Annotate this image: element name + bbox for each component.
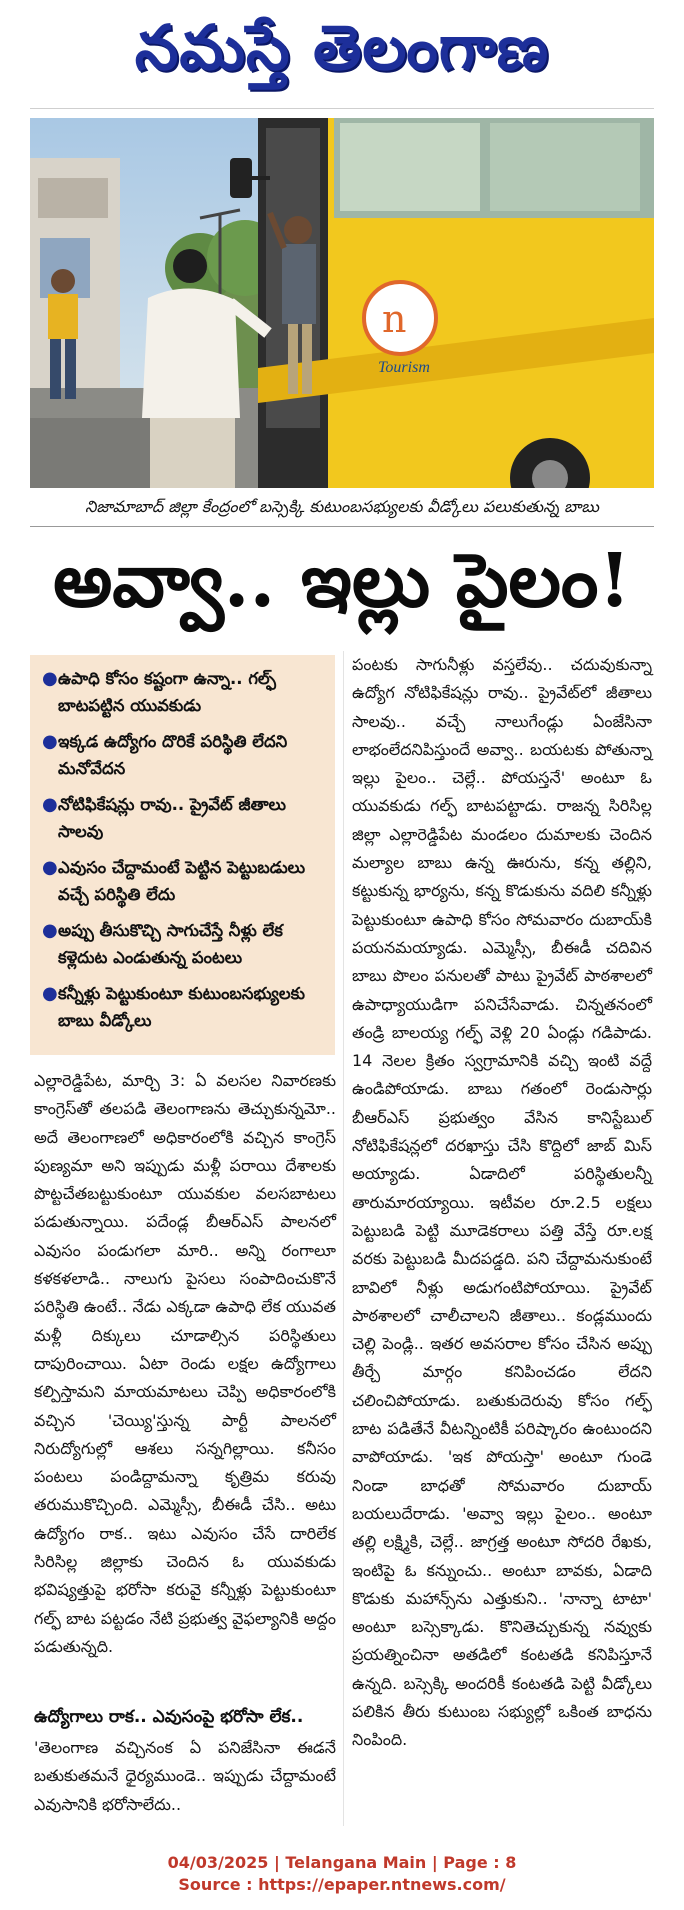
photo-caption: నిజామాబాద్ జిల్లా కేంద్రంలో బస్సెక్కి కుటుంబసభ్యులకు వీడ్కోలు పలుకుతున్న బాబు xyxy=(30,490,654,527)
edition-info: 04/03/2025 | Telangana Main | Page : 8 xyxy=(167,1853,517,1872)
bullet-icon: ● xyxy=(42,983,58,1004)
highlight-item: ● నోటిఫికేషన్లు రావు.. ప్రైవేట్ జీతాలు సాలవు xyxy=(42,791,325,845)
highlight-item: ● ఎవుసం చేద్దామంటే పెట్టిన పెట్టుబడులు వచ్చే పరిస్థితి లేదు xyxy=(42,854,325,908)
bullet-icon: ● xyxy=(42,668,58,689)
photo-illustration xyxy=(30,118,654,488)
article-subheading: ఉద్యోగాలు రాక.. ఎవుసంపై భరోసా లేక.. xyxy=(34,1707,304,1727)
highlight-item: ● కన్నీళ్లు పెట్టుకుంటూ కుటుంబసభ్యులకు బాబు వీడ్కోలు xyxy=(42,980,325,1034)
highlight-item: ● అప్పు తీసుకొచ్చి సాగుచేస్తే నీళ్లు లేక కళ్లెదుట ఎండుతున్న పంటలు xyxy=(42,917,325,971)
article-body-left xyxy=(34,1067,336,1661)
article-paragraph: ఎల్లారెడ్డిపేట, మార్చి 3: ఏ వలసల నివారణకు కాంగ్రెస్‌తో తలపడి తెలంగాణను తెచ్చుకున్నమో.. అదే తెలంగాణలో అధికారంలోకి వచ్చిన కాంగ్రెస్ పుణ్యమా అని ఇప్పుడు మళ్లీ పరాయి దేశాలకు పొట్టచేతబట్టుకుంటూ యువకుల వలసబాటలు పడుతున్నాయి. పదేండ్ల బీఆర్‌ఎస్ పాలనలో ఎవుసం పండుగలా మారి.. అన్ని రంగాలూ కళకళలాడి.. నాలుగు పైసలు సంపాదించుకొనే పరిస్థితి ఉంటే.. నేడు ఎక్కడా ఉపాధి లేక యువత మళ్లీ దిక్కులు చూడాల్సిన పరిస్థితులు దాపురించాయి. ఏటా రెండు లక్షల ఉద్యోగాలు కల్పిస్తామని మాయమాటలు చెప్పి అధికారంలోకి వచ్చిన 'చెయ్యి'స్తున్న పార్టీ పాలనలో నిరుద్యోగుల్లో ఆశలు సన్నగిల్లాయి. కనీసం పంటలు పండిద్దామన్నా కృత్రిమ కరువు తరుముకొచ్చింది. ఎమ్మెస్సీ, బీఈడీ చేసి.. అటు ఉద్యోగం రాక.. ఇటు ఎవుసం చేసే దారిలేక సిరిసిల్ల జిల్లాకు చెందిన ఓ యువకుడు భవిష్యత్తుపై భరోసా కరువై కన్నీళ్లు పెట్టుకుంటూ గల్ఫ్ బాట పట్టడం నేటి ప్రభుత్వ వైఫల్యానికి అద్దం పడుతున్నది. xyxy=(34,1071,336,1656)
news-photo xyxy=(30,118,654,488)
bullet-icon: ● xyxy=(42,920,58,941)
article-body-right xyxy=(352,651,652,1755)
masthead-divider xyxy=(30,108,654,109)
highlight-item: ● ఉపాధి కోసం కష్టంగా ఉన్నా.. గల్ఫ్ బాటపట్టిన యువకుడు xyxy=(42,665,325,719)
column-divider xyxy=(343,651,344,1826)
bullet-icon: ● xyxy=(42,731,58,752)
side-mirror xyxy=(230,158,252,198)
masthead xyxy=(0,0,684,110)
svg-text:n: n xyxy=(382,297,407,341)
bullet-icon: ● xyxy=(42,857,58,878)
bus-brand-text: Tourism xyxy=(378,359,430,376)
article-paragraph: పంటకు సాగునీళ్లు వస్తలేవు.. చదువుకున్నా ఉద్యోగ నోటిఫికేషన్లు రావు.. ప్రైవేట్‌లో జీతాలు సాలవు.. వచ్చే నాలుగేండ్లు ఏంజేసినా లాభంలేదనిపిస్తుందే అవ్వా.. బయటకు పోతున్నా ఇల్లు పైలం.. చెల్లే.. పోయస్తనే' అంటూ ఓ యువకుడు గల్ఫ్ బాటపట్టాడు. రాజన్న సిరిసిల్ల జిల్లా ఎల్లారెడ్డిపేట మండలం దుమాలకు చెందిన మల్యాల బాబు ఉన్న ఊరును, కన్న తల్లిని, కట్టుకున్న భార్యను, కన్న కొడుకును వదిలి కన్నీళ్లు పెట్టుకుంటూ ఉపాధి కోసం సోమవారం దుబాయ్‌కి పయనమయ్యాడు. ఎమ్మెస్సీ, బీఈడీ చదివిన బాబు పొలం పనులతో పాటు ప్రైవేట్ పాఠశాలలో ఉపాధ్యాయుడిగా పనిచేసేవాడు. చిన్నతనంలో తండ్రి బాలయ్య గల్ఫ్ వెళ్లి 20 ఏండ్లు గడిపాడు. 14 నెలల క్రితం స్వగ్రామానికి వచ్చి ఇంటి వద్దే ఉండిపోయాడు. బాబు గతంలో రెండుసార్లు బీఆర్‌ఎస్ ప్రభుత్వం వేసిన కానిస్టేబుల్ నోటిఫికేషన్లలో దరఖాస్తు చేసి కొద్దిలో జాబ్ మిస్ అయ్యాడు. ఏడాదిలో పరిస్థితులన్నీ తారుమారయ్యాయి. ఇటీవల రూ.2.5 లక్షలు పెట్టుబడి పెట్టి మూడెకరాలు పత్తి వేస్తే రూ.లక్ష వరకు పెట్టుబడి మీదపడ్డది. పని చేద్దామనుకుంటే బావిలో నీళ్లు అడుగంటిపోయాయి. ప్రైవేట్ పాఠశాలలో చాలీచాలని జీతాలు.. కండ్లముందు చెల్లి పెండ్లి.. ఇతర అవసరాల కోసం చేసిన అప్పు తీర్చే మార్గం కనిపించడం లేదని చలించిపోయాడు. బతుకుదెరువు కోసం గల్ఫ్ బాట పడితేనే వీటన్నింటికీ పరిష్కారం ఉంటుందని వాపోయాడు. 'ఇక పోయస్తా' అంటూ గుండె నిండా బాధతో సోమవారం దుబాయ్ బయలుదేరాడు. 'అవ్వా ఇల్లు పైలం.. అంటూ తల్లి లక్ష్మికి, చెల్లే.. జాగ్రత్త అంటూ సోదరి రేఖకు, ఇంటిపై ఓ కన్నుంచు.. అంటూ బావకు, ఏడాది కొడుకు మహాన్స్‌ను ఎత్తుకుని.. 'నాన్నా టాటా' అంటూ బస్సెక్కాడు. కొనితెచ్చుకున్న నవ్వుకు ప్రయత్నించినా అతడిలో కంటతడి కనిపిస్తూనే ఉన్నది. బస్సెక్కి అందరికీ కంటతడి పెట్టి వీడ్కోలు పలికిన తీరు కుటుంబ సభ్యుల్లో ఒకింత బాధను నింపింది. xyxy=(352,655,652,1750)
article-body-left-continued xyxy=(34,1734,336,1819)
highlight-item: ● ఇక్కడ ఉద్యోగం దొరికే పరిస్థితి లేదని మనోవేదన xyxy=(42,728,325,782)
page-footer xyxy=(0,1852,684,1896)
article-paragraph: 'తెలంగాణ వచ్చినంక ఏ పనిజేసినా ఈడనే బతుకుతమనే ధైర్యముండె.. ఇప్పుడు చేద్దామంటే ఎవుసానికి భరోసాలేదు.. xyxy=(34,1738,336,1814)
headline: అవ్వా.. ఇల్లు పైలం! xyxy=(53,538,631,624)
bullet-icon: ● xyxy=(42,794,58,815)
source-link: Source : https://epaper.ntnews.com/ xyxy=(178,1875,506,1894)
newspaper-title: నమస్తే తెలంగాణ xyxy=(134,11,550,84)
highlights-box xyxy=(30,655,335,1055)
